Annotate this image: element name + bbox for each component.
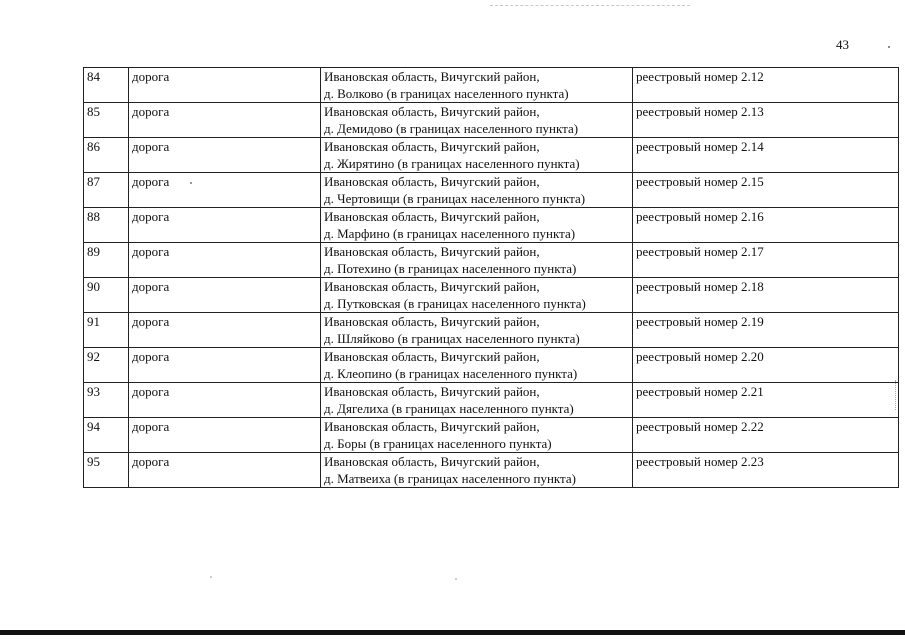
object-type-cell: дорога [129,313,321,348]
object-type-cell: дорога [129,173,321,208]
address-cell [321,278,633,313]
address-cell [321,138,633,173]
address-region-line: Ивановская область, Вичугский район, [324,384,540,399]
row-number-cell: 90 [84,278,129,313]
address-region-line: Ивановская область, Вичугский район, [324,314,540,329]
address-locality-line: д. Чертовищи (в границах населенного пункта) [324,191,586,206]
scan-speck [190,182,192,184]
registry-number-cell: реестровый номер 2.13 [633,103,899,138]
address-cell [321,348,633,383]
row-number-cell: 88 [84,208,129,243]
table-row [84,173,899,208]
address-cell [321,313,633,348]
object-type-cell: дорога [129,348,321,383]
table-row [84,418,899,453]
row-number-cell: 94 [84,418,129,453]
address-locality-line: д. Путковская (в границах населенного пункта) [324,296,586,311]
object-type-cell: дорога [129,418,321,453]
registry-number-cell: реестровый номер 2.22 [633,418,899,453]
table-row [84,138,899,173]
table-row [84,313,899,348]
registry-table-body [84,68,899,488]
address-locality-line: д. Демидово (в границах населенного пункта) [324,121,579,136]
row-number-cell: 87 [84,173,129,208]
address-cell [321,103,633,138]
address-cell [321,453,633,488]
registry-number-cell: реестровый номер 2.18 [633,278,899,313]
scan-speck [455,578,457,580]
row-number-cell: 95 [84,453,129,488]
table-row [84,383,899,418]
registry-number-cell: реестровый номер 2.15 [633,173,899,208]
address-region-line: Ивановская область, Вичугский район, [324,139,540,154]
address-region-line: Ивановская область, Вичугский район, [324,279,540,294]
row-number-cell: 84 [84,68,129,103]
table-row [84,103,899,138]
registry-number-cell: реестровый номер 2.19 [633,313,899,348]
address-locality-line: д. Матвеиха (в границах населенного пункта) [324,471,576,486]
table-row [84,68,899,103]
address-locality-line: д. Жирятино (в границах населенного пункта) [324,156,580,171]
address-locality-line: д. Боры (в границах населенного пункта) [324,436,552,451]
table-row [84,278,899,313]
registry-table [83,67,899,488]
row-number-cell: 92 [84,348,129,383]
row-number-cell: 89 [84,243,129,278]
row-number-cell: 85 [84,103,129,138]
registry-number-cell: реестровый номер 2.17 [633,243,899,278]
top-divider-line [490,5,690,6]
address-locality-line: д. Волково (в границах населенного пункта) [324,86,569,101]
address-cell [321,418,633,453]
object-type-cell: дорога [129,138,321,173]
address-region-line: Ивановская область, Вичугский район, [324,244,540,259]
address-locality-line: д. Дягелиха (в границах населенного пункта) [324,401,574,416]
address-region-line: Ивановская область, Вичугский район, [324,209,540,224]
row-number-cell: 91 [84,313,129,348]
address-locality-line: д. Марфино (в границах населенного пункта) [324,226,576,241]
table-row [84,243,899,278]
object-type-cell: дорога [129,68,321,103]
address-locality-line: д. Потехино (в границах населенного пункта) [324,261,577,276]
registry-number-cell: реестровый номер 2.21 [633,383,899,418]
row-number-cell: 93 [84,383,129,418]
table-row [84,208,899,243]
address-cell [321,383,633,418]
object-type-cell: дорога [129,383,321,418]
address-cell [321,243,633,278]
object-type-cell: дорога [129,208,321,243]
table-row [84,453,899,488]
registry-number-cell: реестровый номер 2.16 [633,208,899,243]
address-cell [321,208,633,243]
registry-number-cell: реестровый номер 2.23 [633,453,899,488]
object-type-cell: дорога [129,453,321,488]
registry-number-cell: реестровый номер 2.14 [633,138,899,173]
row-number-cell: 86 [84,138,129,173]
address-region-line: Ивановская область, Вичугский район, [324,454,540,469]
address-cell [321,173,633,208]
object-type-cell: дорога [129,103,321,138]
address-region-line: Ивановская область, Вичугский район, [324,174,540,189]
object-type-cell: дорога [129,278,321,313]
table-row [84,348,899,383]
address-cell [321,68,633,103]
address-region-line: Ивановская область, Вичугский район, [324,419,540,434]
object-type-cell: дорога [129,243,321,278]
page-number: 43 [836,37,849,52]
address-region-line: Ивановская область, Вичугский район, [324,349,540,364]
address-region-line: Ивановская область, Вичугский район, [324,104,540,119]
address-region-line: Ивановская область, Вичугский район, [324,69,540,84]
address-locality-line: д. Шляйково (в границах населенного пункта) [324,331,580,346]
edge-mark [888,46,890,48]
bottom-scan-edge [0,630,905,635]
registry-number-cell: реестровый номер 2.20 [633,348,899,383]
scan-speck [210,576,212,578]
registry-number-cell: реестровый номер 2.12 [633,68,899,103]
address-locality-line: д. Клеопино (в границах населенного пункта) [324,366,578,381]
